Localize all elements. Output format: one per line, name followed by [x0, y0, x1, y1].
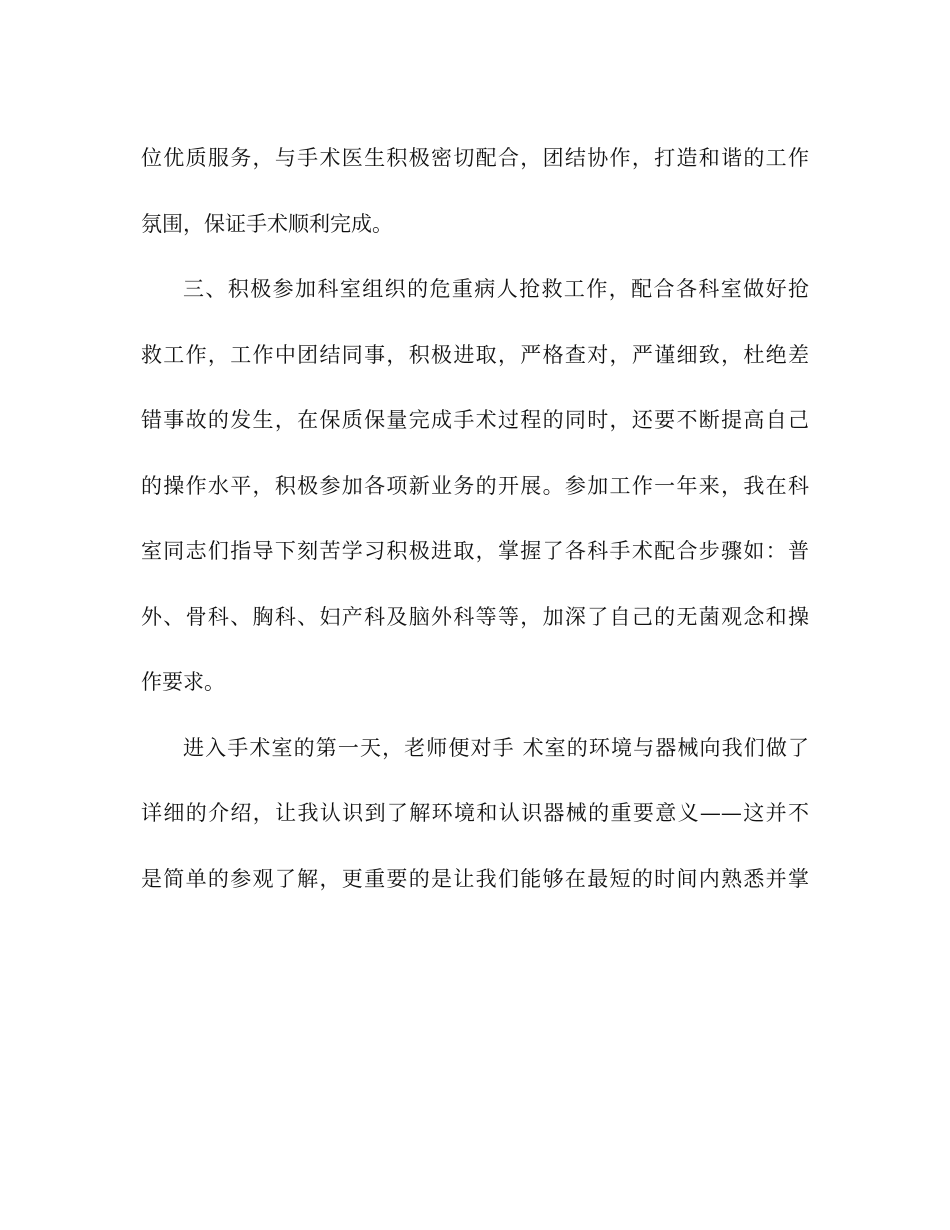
- text-line: 位优质服务，与手术医生积极密切配合，团结协作，打造和谐的工作: [141, 146, 809, 170]
- text-line: 的操作水平，积极参加各项新业务的开展。参加工作一年来，我在科: [141, 473, 809, 498]
- text-line: 是简单的参观了解，更重要的是让我们能够在最短的时间内熟悉并掌: [141, 866, 809, 891]
- paragraph-start-line: 三、积极参加科室组织的危重病人抢救工作，配合各科室做好抢: [183, 277, 809, 301]
- text-line: 详细的介绍，让我认识到了解环境和认识器械的重要意义——这并不: [141, 801, 809, 825]
- text-line: 氛围，保证手术顺利完成。: [141, 211, 393, 236]
- text-line: 室同志们指导下刻苦学习积极进取，掌握了各科手术配合步骤如：普: [141, 539, 809, 563]
- document-body: [141, 126, 809, 912]
- text-line: 作要求。: [141, 670, 225, 694]
- text-line: 外、骨科、胸科、妇产科及脑外科等等，加深了自己的无菌观念和操: [141, 604, 809, 629]
- text-line: 救工作，工作中团结同事，积极进取，严格查对，严谨细致，杜绝差: [141, 342, 809, 367]
- text-line: 错事故的发生，在保质保量完成手术过程的同时，还要不断提高自己: [141, 408, 809, 432]
- paragraph-start-line: 进入手术室的第一天，老师便对手 术室的环境与器械向我们做了: [183, 735, 809, 760]
